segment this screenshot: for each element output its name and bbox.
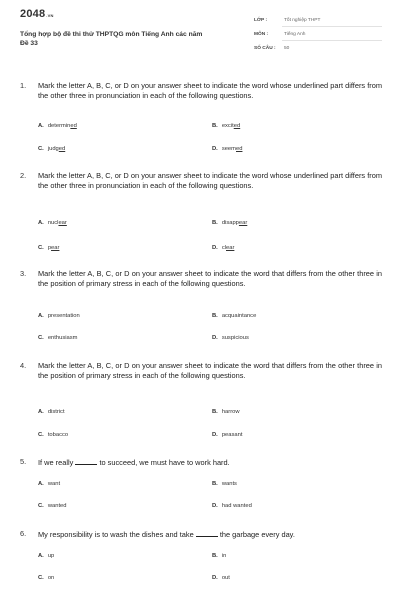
- option-text: wanted: [47, 503, 67, 509]
- option-letter: C.: [38, 503, 44, 509]
- question-number: 1.: [20, 81, 27, 90]
- option-letter: B.: [212, 313, 218, 319]
- question-number: 2.: [20, 171, 27, 180]
- option-text: judg: [47, 146, 59, 152]
- option-underlined: ear: [51, 245, 60, 251]
- logo-suffix: .VN: [46, 13, 54, 18]
- option-c[interactable]: [38, 335, 77, 341]
- option-letter: B.: [212, 553, 218, 559]
- option-letter: C.: [38, 575, 44, 581]
- option-a[interactable]: [38, 409, 65, 415]
- option-a[interactable]: [38, 123, 77, 129]
- option-a[interactable]: [38, 220, 67, 226]
- option-letter: A.: [38, 123, 44, 129]
- option-a[interactable]: [38, 313, 80, 319]
- meta-count-value: 50: [284, 46, 290, 51]
- option-text: harrow: [221, 409, 240, 415]
- option-c[interactable]: [38, 575, 54, 581]
- option-b[interactable]: [212, 481, 237, 487]
- option-underlined: ed: [236, 146, 243, 152]
- option-letter: B.: [212, 409, 218, 415]
- option-text: want: [47, 481, 61, 487]
- option-text: disapp: [221, 220, 239, 226]
- option-letter: D.: [212, 432, 218, 438]
- option-text: in: [221, 553, 227, 559]
- option-letter: D.: [212, 146, 218, 152]
- meta-divider: [282, 40, 382, 41]
- option-text: seem: [221, 146, 236, 152]
- option-text: on: [47, 575, 55, 581]
- option-letter: D.: [212, 503, 218, 509]
- meta-subject-label: MÔN :: [254, 32, 269, 37]
- option-text: presentation: [47, 313, 80, 319]
- option-d[interactable]: [212, 432, 242, 438]
- question-text: [38, 457, 382, 468]
- meta-divider: [282, 26, 382, 27]
- option-letter: D.: [212, 245, 218, 251]
- site-logo[interactable]: [20, 8, 54, 20]
- option-text: district: [47, 409, 65, 415]
- option-letter: C.: [38, 432, 44, 438]
- question-number: 6.: [20, 529, 27, 538]
- option-a[interactable]: [38, 481, 60, 487]
- option-letter: B.: [212, 220, 218, 226]
- option-letter: B.: [212, 123, 218, 129]
- option-underlined: ed: [233, 123, 241, 129]
- option-text: wants: [221, 481, 237, 487]
- option-text: out: [221, 575, 230, 581]
- option-underlined: ear: [58, 220, 67, 226]
- option-letter: A.: [38, 553, 44, 559]
- option-underlined: ear: [238, 220, 248, 226]
- option-c[interactable]: [38, 432, 68, 438]
- option-b[interactable]: [212, 553, 226, 559]
- option-b[interactable]: [212, 220, 247, 226]
- question-text-before: If we really: [38, 458, 74, 467]
- exam-title-block: [20, 30, 235, 48]
- option-underlined: ed: [58, 146, 66, 152]
- option-d[interactable]: [212, 245, 234, 251]
- option-letter: D.: [212, 575, 218, 581]
- question-number: 4.: [20, 361, 27, 370]
- option-d[interactable]: [212, 575, 230, 581]
- option-c[interactable]: [38, 146, 65, 152]
- option-text: had wanted: [221, 503, 252, 509]
- exam-header: [0, 0, 400, 70]
- question-number: 5.: [20, 457, 27, 466]
- option-text: up: [47, 553, 55, 559]
- option-letter: A.: [38, 481, 44, 487]
- meta-count-label: SỐ CÂU :: [254, 46, 276, 51]
- option-text: p: [47, 245, 52, 251]
- option-text: cl: [221, 245, 226, 251]
- option-letter: A.: [38, 313, 44, 319]
- answer-blank: [75, 457, 97, 465]
- option-letter: B.: [212, 481, 218, 487]
- option-text: enthusiasm: [47, 335, 78, 341]
- option-underlined: ed: [70, 123, 77, 129]
- option-d[interactable]: [212, 146, 242, 152]
- option-text: acquaintance: [221, 313, 257, 319]
- option-d[interactable]: [212, 503, 252, 509]
- option-c[interactable]: [38, 245, 59, 251]
- question-text: Mark the letter A, B, C, or D on your answer sheet to indicate the word whose underlined part differs from the other three in pronunciation in each of the following questions.: [38, 81, 382, 101]
- exam-subtitle: Đề 33: [20, 40, 38, 47]
- question-text: Mark the letter A, B, C, or D on your answer sheet to indicate the word that differs from the other three in the position of primary stress in each of the following questions.: [38, 361, 382, 381]
- option-b[interactable]: [212, 409, 240, 415]
- meta-subject-value: Tiếng Anh: [284, 32, 306, 37]
- option-letter: D.: [212, 335, 218, 341]
- option-c[interactable]: [38, 503, 67, 509]
- question-text-before: My responsibility is to wash the dishes and take: [38, 530, 194, 539]
- answer-blank: [196, 529, 218, 537]
- question-text: [38, 529, 382, 540]
- option-text: determin: [47, 123, 71, 129]
- option-text: excit: [221, 123, 234, 129]
- option-b[interactable]: [212, 313, 256, 319]
- question-text-after: the garbage every day.: [219, 530, 295, 539]
- exam-title: Tổng hợp bộ đề thi thử THPTQG môn Tiếng Anh các năm: [20, 31, 203, 38]
- option-text: nucl: [47, 220, 59, 226]
- option-letter: C.: [38, 146, 44, 152]
- option-d[interactable]: [212, 335, 249, 341]
- question-text: Mark the letter A, B, C, or D on your answer sheet to indicate the word that differs from the other three in the position of primary stress in each of the following questions.: [38, 269, 382, 289]
- option-text: tobacco: [47, 432, 69, 438]
- question-text: Mark the letter A, B, C, or D on your answer sheet to indicate the word whose underlined part differs from the other three in pronunciation in each of the following questions.: [38, 171, 382, 191]
- option-underlined: ear: [226, 245, 235, 251]
- option-b[interactable]: [212, 123, 240, 129]
- option-text: peasant: [221, 432, 243, 438]
- meta-class-label: LỚP :: [254, 18, 268, 23]
- question-text-after: to succeed, we must have to work hard.: [99, 458, 230, 467]
- question-number: 3.: [20, 269, 27, 278]
- option-letter: A.: [38, 220, 44, 226]
- meta-class-value: Tốt nghiệp THPT: [284, 18, 321, 23]
- option-text: suspicious: [221, 335, 249, 341]
- option-letter: C.: [38, 245, 44, 251]
- option-letter: A.: [38, 409, 44, 415]
- option-a[interactable]: [38, 553, 54, 559]
- logo-text: 2048: [20, 8, 46, 20]
- option-letter: C.: [38, 335, 44, 341]
